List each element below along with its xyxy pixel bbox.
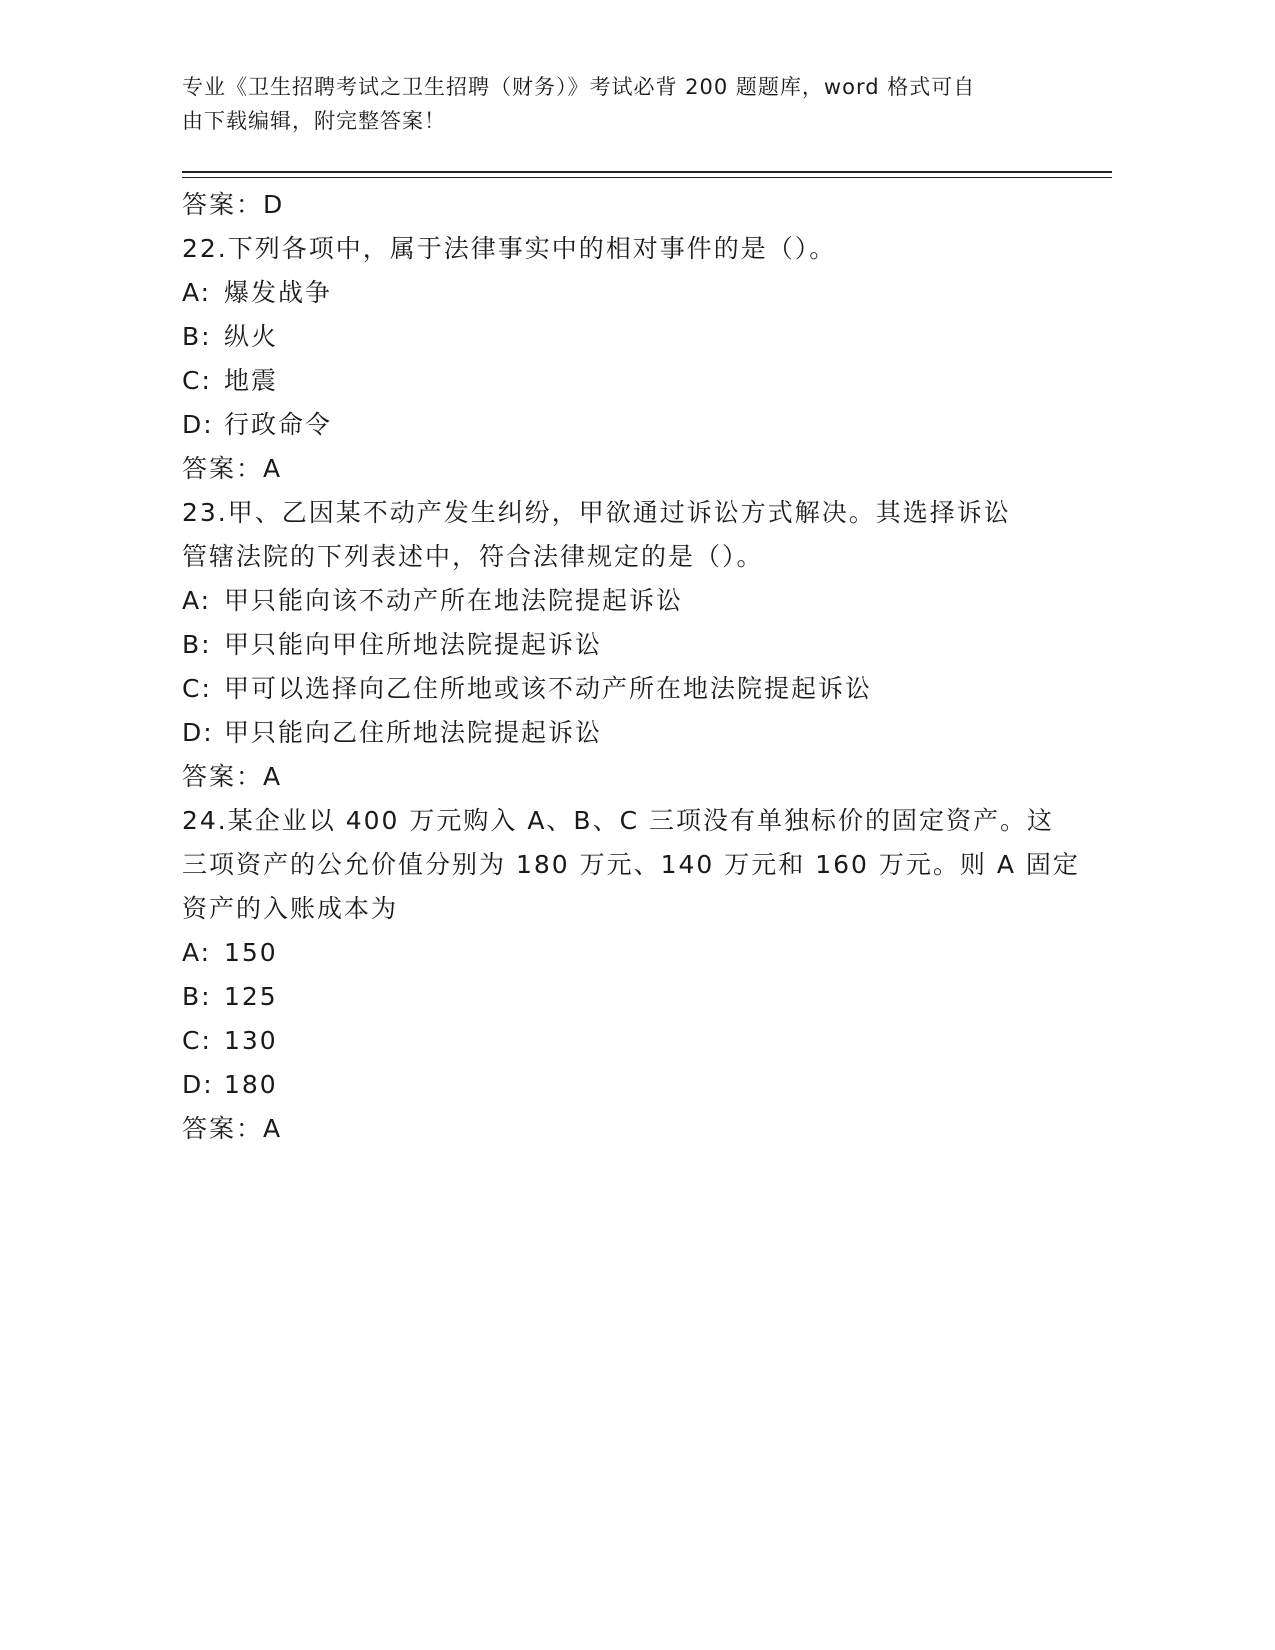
option-a xyxy=(182,579,1082,623)
option-c xyxy=(182,359,1082,403)
option-text: 130 xyxy=(224,1026,278,1055)
answer-line: 答案：A xyxy=(182,762,283,791)
question-text: 23.甲、乙因某不动产发生纠纷，甲欲通过诉讼方式解决。其选择诉讼 xyxy=(182,498,1011,527)
option-text: 甲只能向乙住所地法院提起诉讼 xyxy=(224,718,603,747)
option-text: 地震 xyxy=(224,366,279,395)
question-text: 22.下列各项中，属于法律事实中的相对事件的是（）。 xyxy=(182,234,837,263)
option-text: 甲只能向该不动产所在地法院提起诉讼 xyxy=(224,586,684,615)
question-block xyxy=(182,799,1082,1151)
question-block xyxy=(182,183,1082,227)
option-c xyxy=(182,667,1082,711)
option-text: 150 xyxy=(224,938,278,967)
header-line: 由下载编辑，附完整答案！ xyxy=(182,109,446,133)
answer-line: 答案：A xyxy=(182,454,283,483)
header-line: 专业《卫生招聘考试之卫生招聘（财务）》考试必背 200 题题库，word 格式可自 xyxy=(182,75,976,99)
question-text: 24.某企业以 400 万元购入 A、B、C 三项没有单独标价的固定资产。这 xyxy=(182,806,1054,835)
question-block xyxy=(182,227,1082,491)
option-key: B: xyxy=(182,982,212,1011)
option-text: 甲可以选择向乙住所地或该不动产所在地法院提起诉讼 xyxy=(224,674,873,703)
option-text: 纵火 xyxy=(224,322,279,351)
header-divider-thin xyxy=(182,177,1112,178)
option-b xyxy=(182,315,1082,359)
answer-line: 答案：D xyxy=(182,190,285,219)
option-text: 甲只能向甲住所地法院提起诉讼 xyxy=(224,630,603,659)
option-a xyxy=(182,271,1082,315)
option-text: 180 xyxy=(224,1070,278,1099)
question-block xyxy=(182,491,1082,799)
option-b xyxy=(182,975,1082,1019)
option-key: C: xyxy=(182,366,212,395)
document-header xyxy=(182,70,1062,138)
option-text: 行政命令 xyxy=(224,410,333,439)
option-c xyxy=(182,1019,1082,1063)
option-key: B: xyxy=(182,322,212,351)
question-text: 资产的入账成本为 xyxy=(182,894,399,923)
answer-line: 答案：A xyxy=(182,1114,283,1143)
option-text: 125 xyxy=(224,982,278,1011)
question-text: 管辖法院的下列表述中，符合法律规定的是（）。 xyxy=(182,542,764,571)
option-key: D: xyxy=(182,1070,214,1099)
option-a xyxy=(182,931,1082,975)
header-divider-thick xyxy=(182,171,1112,173)
question-text: 三项资产的公允价值分别为 180 万元、140 万元和 160 万元。则 A 固定 xyxy=(182,850,1080,879)
option-key: A: xyxy=(182,586,212,615)
option-key: A: xyxy=(182,938,212,967)
option-key: C: xyxy=(182,1026,212,1055)
option-key: D: xyxy=(182,410,214,439)
option-key: B: xyxy=(182,630,212,659)
option-b xyxy=(182,623,1082,667)
option-d xyxy=(182,711,1082,755)
option-key: A: xyxy=(182,278,212,307)
option-key: D: xyxy=(182,718,214,747)
option-key: C: xyxy=(182,674,212,703)
option-text: 爆发战争 xyxy=(224,278,333,307)
option-d xyxy=(182,1063,1082,1107)
option-d xyxy=(182,403,1082,447)
question-list xyxy=(182,183,1082,1151)
